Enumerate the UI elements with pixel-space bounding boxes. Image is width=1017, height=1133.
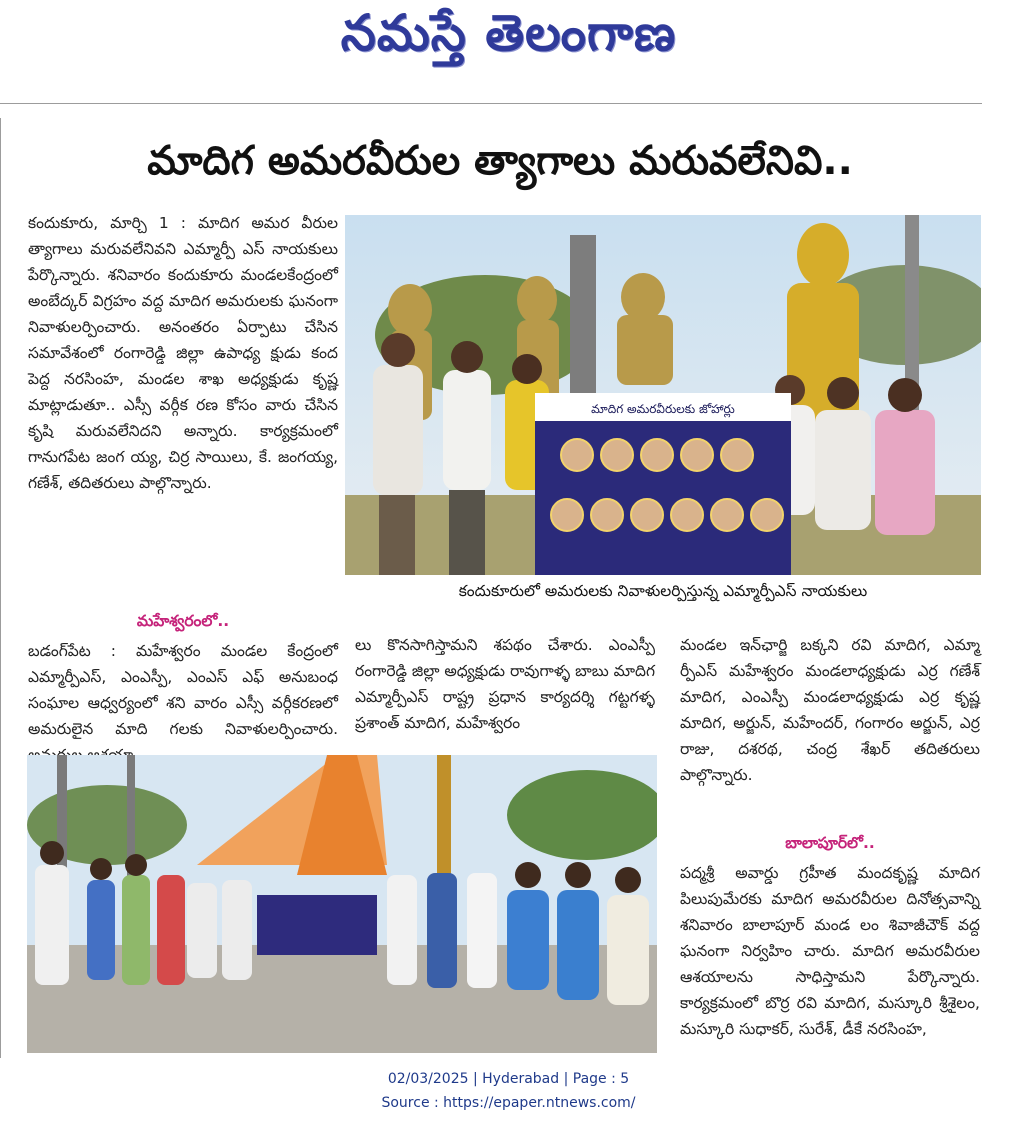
photo-maheshwaram-gathering [27, 755, 657, 1053]
article-maheshwaram-col1 [28, 604, 338, 768]
article-body: మండల ఇన్‌ఛార్జి బక్కని రవి మాదిగ, ఎమ్మా ర్పీఎస్ మహేశ్వరం మండలాధ్యక్షుడు ఎర్ర గణేశ్ మాదిగ, ఎంఎస్పీ మండలాధ్యక్షుడు ఎర్ర కృష్ణ మాదిగ, అర్జున్, మహేందర్, గంగారం అర్జున్, ఎర్ర రాజు, దశరథ, చంద్ర శేఖర్ తదితరులు పాల్గొన్నారు. [680, 636, 980, 784]
masthead [0, 0, 1017, 90]
article-maheshwaram-col2 [355, 632, 655, 736]
photo-kandukur-tribute [345, 215, 981, 575]
article-body: కందుకూరు, మార్చి 1 : మాదిగ అమర వీరుల త్యాగాలు మరువలేనివని ఎమ్మార్పీ ఎస్ నాయకులు పేర్కొన్నారు. శనివారం కందుకూరు మండలకేంద్రంలో అంబేద్కర్ విగ్రహం వద్ద మాదిగ అమరులకు ఘనంగా నివాళులర్పించారు. అనంతరం ఏర్పాటు చేసిన సమావేశంలో రంగారెడ్డి జిల్లా ఉపాధ్య క్షుడు కంద పెద్ద నరసింహ, మండల శాఖ అధ్యక్షుడు కృష్ణ మాట్లాడుతూ.. ఎస్సీ వర్గీక రణ కోసం వారు చేసిన కృషి మరువలేనిదని అన్నారు. కార్యక్రమంలో గానుగపేట జంగ య్య, చిర్ర సాయిలు, కే. జంగయ్య, గణేశ్, తదితరులు పాల్గొన్నారు. [28, 214, 338, 492]
article-body: బడంగ్‌పేట : మహేశ్వరం మండల కేంద్రంలో ఎమ్మార్పీఎస్, ఎంఎస్పీ, ఎంఎస్ ఎఫ్ అనుబంధ సంఘాల ఆధ్వర్యంలో శని వారం ఎస్సీ వర్గీకరణలో అమరులైన మాది గలకు నివాళులర్పించారు. [28, 642, 338, 738]
photo-kandukur-illustration [345, 215, 981, 575]
article-kandukur-text [28, 210, 338, 496]
photo-caption: కందుకూరులో అమరులకు నివాళులర్పిస్తున్న ఎమ్మార్పీఎస్ నాయకులు [458, 582, 868, 600]
divider-line [0, 103, 982, 104]
subheading-balapur: బాలాపూర్‌లో.. [785, 834, 875, 852]
divider-line-vertical [0, 118, 1, 1058]
headline: మాదిగ అమరవీరుల త్యాగాలు మరువలేనివి.. [147, 138, 853, 184]
photo-gathering-illustration [27, 755, 657, 1053]
article-maheshwaram-col3 [680, 632, 980, 788]
banner-text: మాదిగ అమరవీరులకు జోహార్లు [591, 402, 735, 416]
footer-source-link[interactable]: Source : https://epaper.ntnews.com/ [381, 1095, 636, 1111]
subheading-maheshwaram: మహేశ్వరంలో.. [136, 612, 230, 630]
article-body: పద్మశ్రీ అవార్డు గ్రహీత మందకృష్ణ మాదిగ పిలుపుమేరకు మాదిగ అమరవీరుల దినోత్సవాన్ని శనివారం బాలాపూర్ మండ లం శివాజీచౌక్ వద్ద ఘనంగా నిర్వహిం చారు. మాదిగ అమరవీరుల ఆశయాలను సాధిస్తామని పేర్కొన్నారు. కార్యక్రమంలో బొర్ర రవి మాదిగ, మస్కూరి శ్రీశైలం, మస్కూరి సుధాకర్, సురేశ్, డీకే నరసింహ, [680, 864, 980, 1038]
article-balapur [680, 826, 980, 1042]
footer-date-line: 02/03/2025 | Hyderabad | Page : 5 [387, 1071, 630, 1087]
newspaper-logo: నమస్తే తెలంగాణ [340, 4, 677, 62]
article-body: లు కొనసాగిస్తామని శపథం చేశారు. ఎంఎస్పీ రంగారెడ్డి జిల్లా అధ్యక్షుడు రావుగాళ్ళ బాబు మాదిగ ఎమ్మార్పీఎస్ రాష్ట్ర ప్రధాన కార్యదర్శి గట్టగళ్ళ ప్రశాంత్ మాదిగ, మహేశ్వరం [355, 636, 655, 732]
